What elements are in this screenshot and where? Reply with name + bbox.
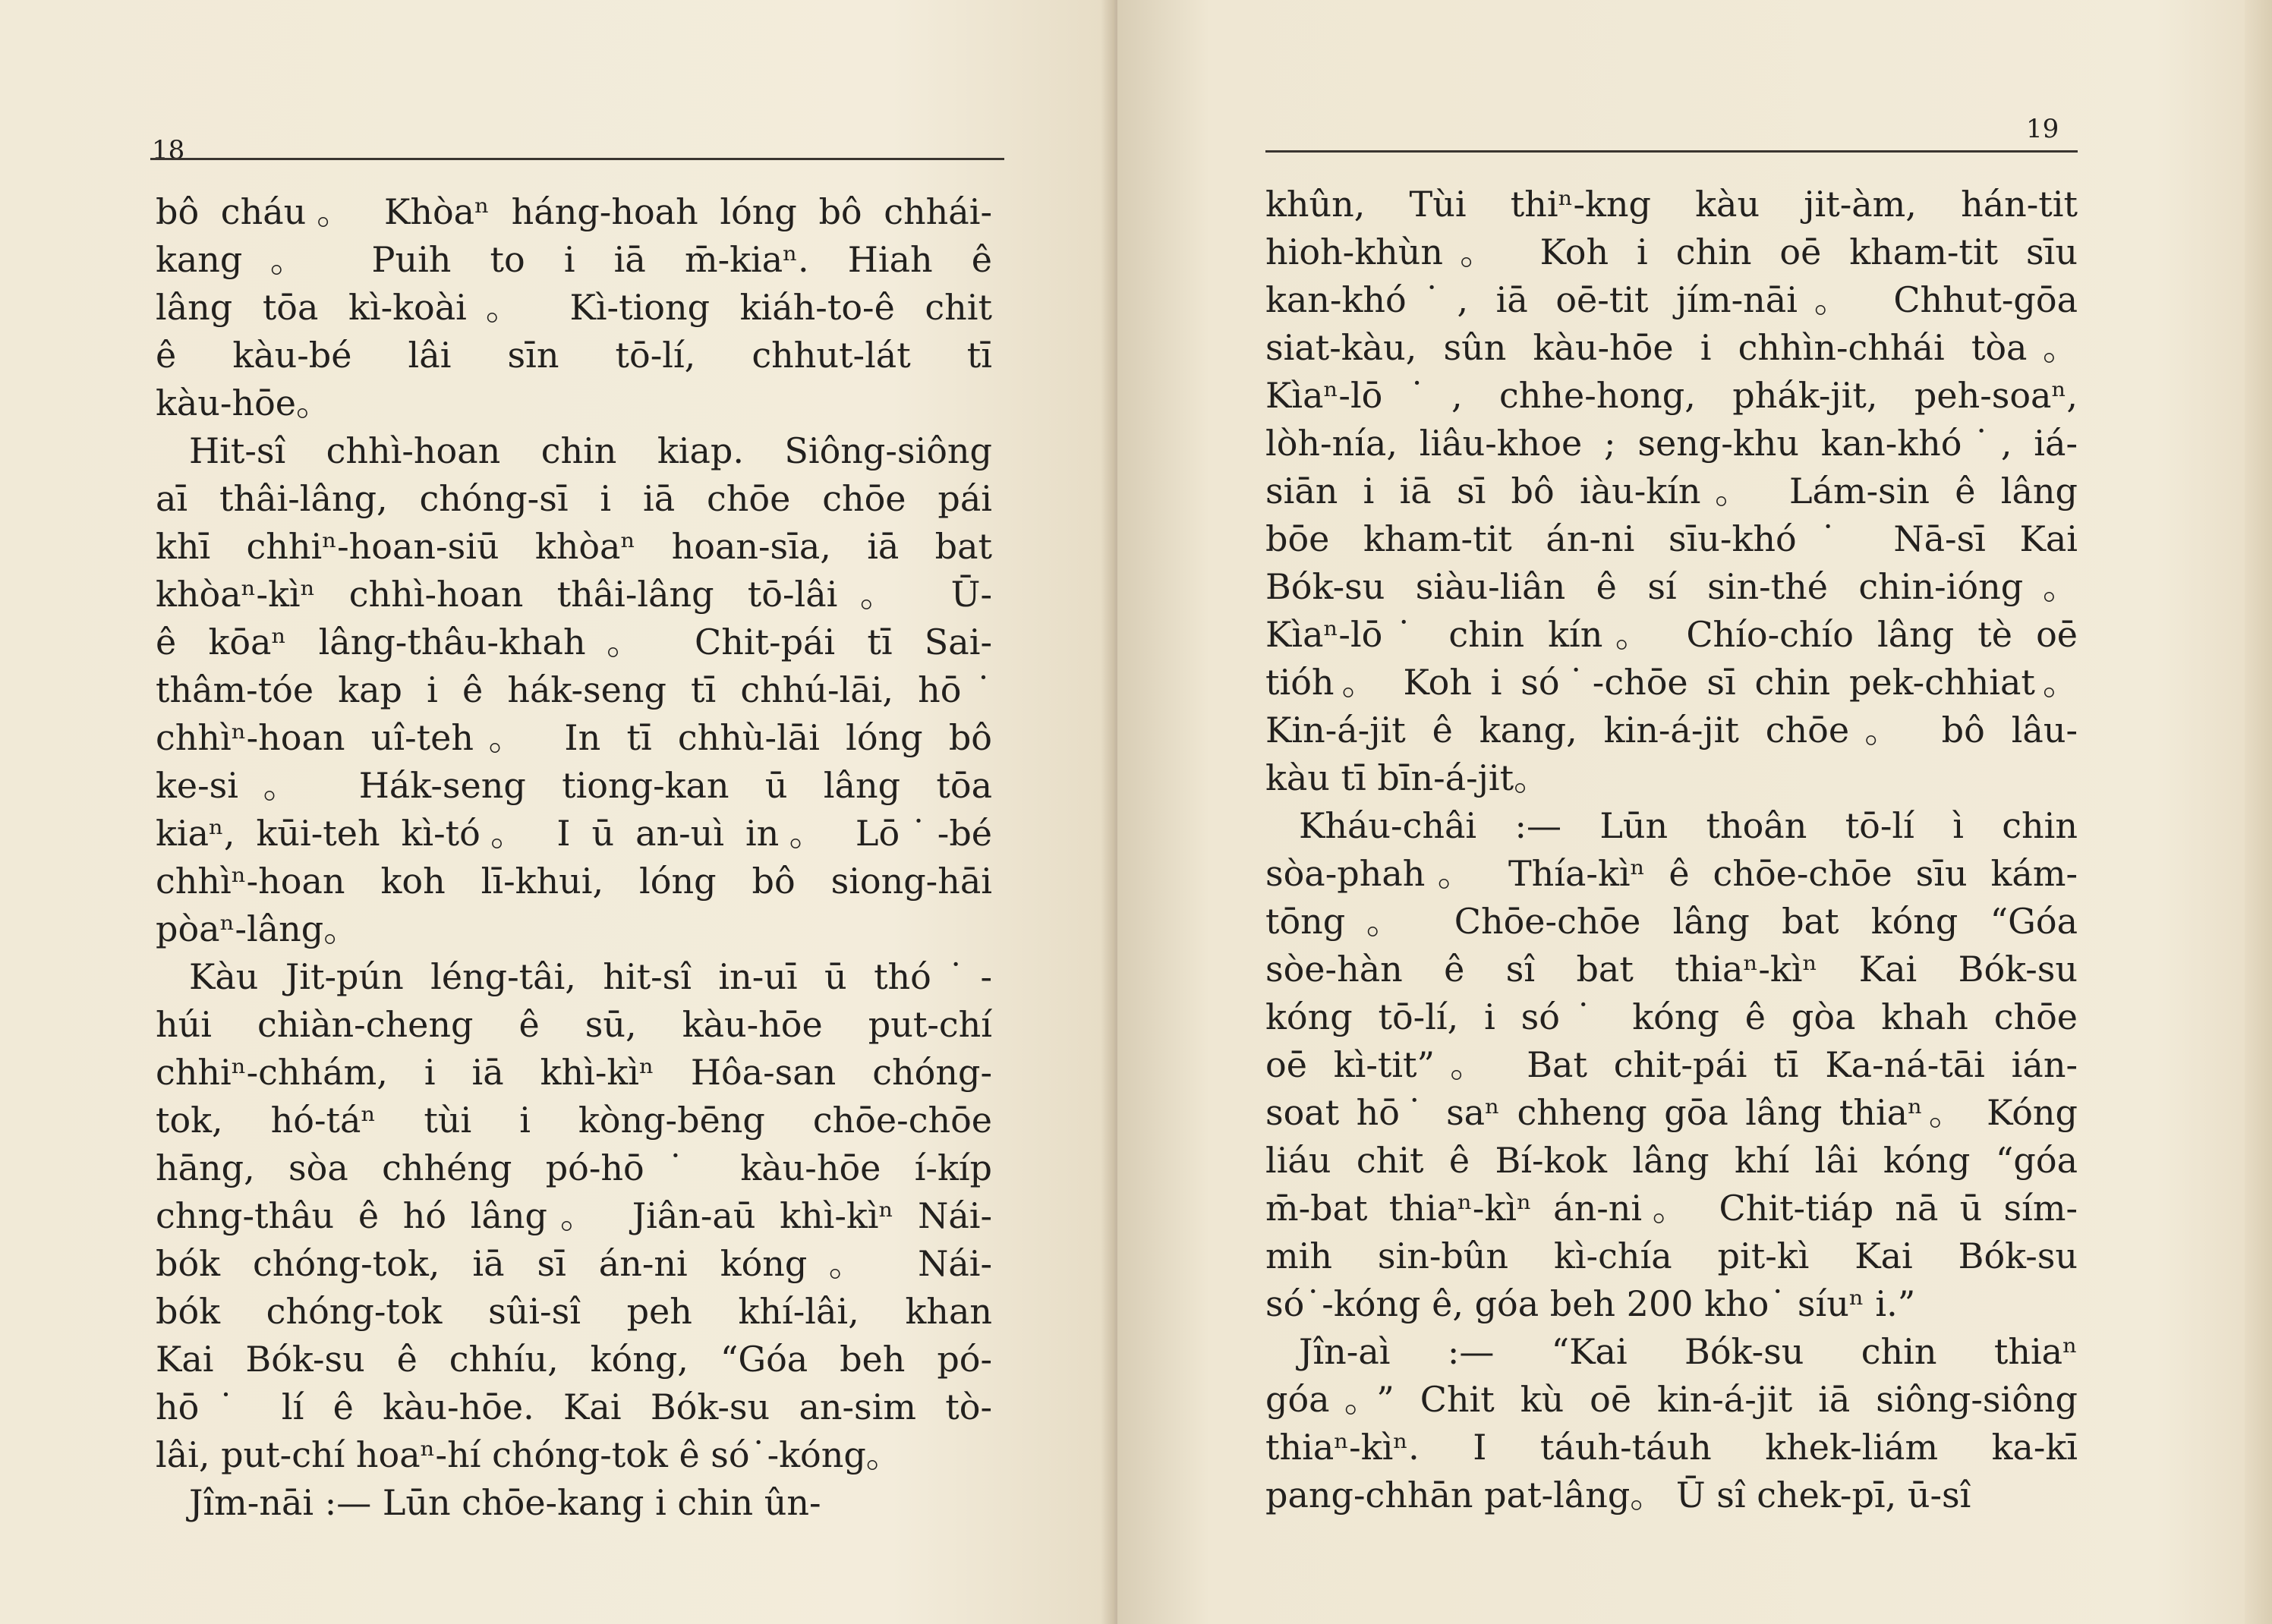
text-line: Kháu-châi :— Lūn thoân tō-lí ì chin bbox=[1299, 805, 2078, 846]
text-line: khī chhiⁿ-hoan-siū khòaⁿ hoan-sīa, iā bat bbox=[156, 526, 992, 567]
text-line: mih sin-bûn kì-chía pit-kì Kai Bók-su bbox=[1265, 1235, 2078, 1276]
text-line: só˙-kóng ê, góa beh 200 kho˙ síuⁿ i.” bbox=[1265, 1283, 1916, 1324]
page-edge bbox=[2245, 0, 2272, 1624]
text-line: kan-khó˙, iā oē-tit jím-nāi。 Chhut-gōa bbox=[1265, 279, 2078, 320]
text-line: húi chiàn-cheng ê sū, kàu-hōe put-chí bbox=[156, 1004, 992, 1045]
text-line: hō˙ lí ê kàu-hōe. Kai Bók-su an-sim tò- bbox=[156, 1386, 992, 1427]
right-page bbox=[1117, 0, 2272, 1624]
text-line: Hit-sî chhì-hoan chin kiap. Siông-siông bbox=[189, 430, 992, 471]
left-page bbox=[0, 0, 1114, 1624]
text-line: chhìⁿ-hoan koh lī-khui, lóng bô siong-hāi bbox=[156, 861, 992, 902]
text-line: lòh-nía, liâu-khoe ; seng-khu kan-khó˙, iá- bbox=[1265, 423, 2078, 464]
text-line: sòe-hàn ê sî bat thiaⁿ-kìⁿ Kai Bók-su bbox=[1265, 949, 2078, 990]
text-line: Kìaⁿ-lō˙ chin kín。 Chío-chío lâng tè oē bbox=[1265, 614, 2078, 655]
text-line: hāng, sòa chhéng pó-hō˙ kàu-hōe í-kíp bbox=[156, 1147, 992, 1188]
text-line: chhiⁿ-chhám, i iā khì-kìⁿ Hôa-san chóng- bbox=[156, 1052, 992, 1093]
text-line: siān i iā sī bô iàu-kín。 Lám-sin ê lâng bbox=[1265, 471, 2078, 511]
text-line: oē kì-tit”。 Bat chit-pái tī Ka-ná-tāi ián- bbox=[1265, 1044, 2078, 1085]
text-line: Kìaⁿ-lō˙, chhe-hong, phák-jit, peh-soaⁿ, bbox=[1265, 375, 2078, 416]
text-line: góa。” Chit kù oē kin-á-jit iā siông-siông bbox=[1265, 1379, 2078, 1420]
header-rule bbox=[150, 158, 1004, 160]
text-line: thâm-tóe kap i ê hák-seng tī chhú-lāi, hō˙ bbox=[156, 669, 992, 710]
text-line: ê kàu-bé lâi sīn tō-lí, chhut-lát tī bbox=[156, 335, 992, 376]
text-line: tōng。 Chōe-chōe lâng bat kóng “Góa bbox=[1265, 901, 2078, 942]
text-line: ê kōaⁿ lâng-thâu-khah。 Chit-pái tī Sai- bbox=[156, 622, 992, 663]
text-line: bók chóng-tok, iā sī án-ni kóng。 Nái- bbox=[156, 1243, 992, 1284]
text-line: kàu-hōe。 bbox=[156, 382, 332, 423]
body-text bbox=[1265, 181, 2078, 1519]
text-line: pang-chhān pat-lâng。 Ū sî chek-pī, ū-sî bbox=[1265, 1475, 1971, 1515]
text-line: Kai Bók-su ê chhíu, kóng, “Góa beh pó- bbox=[156, 1339, 992, 1380]
text-line: m̄-bat thiaⁿ-kìⁿ án-ni。 Chit-tiáp nā ū sím- bbox=[1265, 1188, 2078, 1229]
text-line: chhìⁿ-hoan uî-teh。 In tī chhù-lāi lóng bô bbox=[156, 717, 992, 758]
text-line: tok, hó-táⁿ tùi i kòng-bēng chōe-chōe bbox=[156, 1100, 992, 1141]
text-line: kóng tō-lí, i só˙ kóng ê gòa khah chōe bbox=[1265, 996, 2078, 1037]
text-line: tióh。 Koh i só˙-chōe sī chin pek-chhiat。 bbox=[1265, 662, 2078, 703]
text-line: Kàu Jit-pún léng-tâi, hit-sî in-uī ū thó˙- bbox=[189, 956, 992, 997]
header-rule bbox=[1265, 150, 2078, 153]
page-number: 18 bbox=[152, 135, 185, 165]
text-line: Jîn-aì :— “Kai Bók-su chin thiaⁿ bbox=[1299, 1331, 2078, 1372]
text-line: khûn, Tùi thiⁿ-kng kàu jit-àm, hán-tit bbox=[1265, 184, 2078, 225]
text-line: lâng tōa kì-koài。 Kì-tiong kiáh-to-ê chit bbox=[156, 287, 992, 328]
text-line: Bók-su siàu-liân ê sí sin-thé chin-ióng。 bbox=[1265, 566, 2078, 607]
text-line: siat-kàu, sûn kàu-hōe i chhìn-chhái tòa。 bbox=[1265, 327, 2078, 368]
text-line: thiaⁿ-kìⁿ. I táuh-táuh khek-liám ka-kī bbox=[1265, 1427, 2078, 1468]
text-line: kang。 Puih to i iā m̄-kiaⁿ. Hiah ê bbox=[156, 239, 992, 280]
text-line: kàu tī bīn-á-jit。 bbox=[1265, 757, 1549, 798]
text-line: pòaⁿ-lâng。 bbox=[156, 908, 359, 949]
text-line: ke-si。 Hák-seng tiong-kan ū lâng tōa bbox=[156, 765, 992, 806]
text-line: hioh-khùn。 Koh i chin oē kham-tit sīu bbox=[1265, 231, 2078, 272]
text-line: chng-thâu ê hó lâng。 Jiân-aū khì-kìⁿ Nái- bbox=[156, 1195, 992, 1236]
text-line: liáu chit ê Bí-kok lâng khí lâi kóng “góa bbox=[1265, 1140, 2078, 1181]
body-text bbox=[156, 188, 992, 1527]
text-line: lâi, put-chí hoaⁿ-hí chóng-tok ê só˙-kóng。 bbox=[156, 1434, 901, 1475]
text-line: kiaⁿ, kūi-teh kì-tó。 I ū an-uì in。 Lō˙-bé bbox=[156, 813, 992, 854]
text-line: bōe kham-tit án-ni sīu-khó˙ Nā-sī Kai bbox=[1265, 518, 2078, 559]
text-line: sòa-phah。 Thía-kìⁿ ê chōe-chōe sīu kám- bbox=[1265, 853, 2078, 894]
text-line: aī thâi-lâng, chóng-sī i iā chōe chōe pái bbox=[156, 478, 992, 519]
text-line: soat hō˙ saⁿ chheng gōa lâng thiaⁿ。 Kóng bbox=[1265, 1092, 2078, 1133]
text-line: bô cháu。 Khòaⁿ háng-hoah lóng bô chhái- bbox=[156, 191, 992, 232]
text-line: Kin-á-jit ê kang, kin-á-jit chōe。 bô lâu- bbox=[1265, 710, 2078, 751]
text-line: Jîm-nāi :— Lūn chōe-kang i chin ûn- bbox=[189, 1482, 821, 1523]
page-number: 19 bbox=[2026, 114, 2059, 144]
text-line: khòaⁿ-kìⁿ chhì-hoan thâi-lâng tō-lâi。 Ū- bbox=[156, 574, 992, 615]
text-line: bók chóng-tok sûi-sî peh khí-lâi, khan bbox=[156, 1291, 992, 1332]
